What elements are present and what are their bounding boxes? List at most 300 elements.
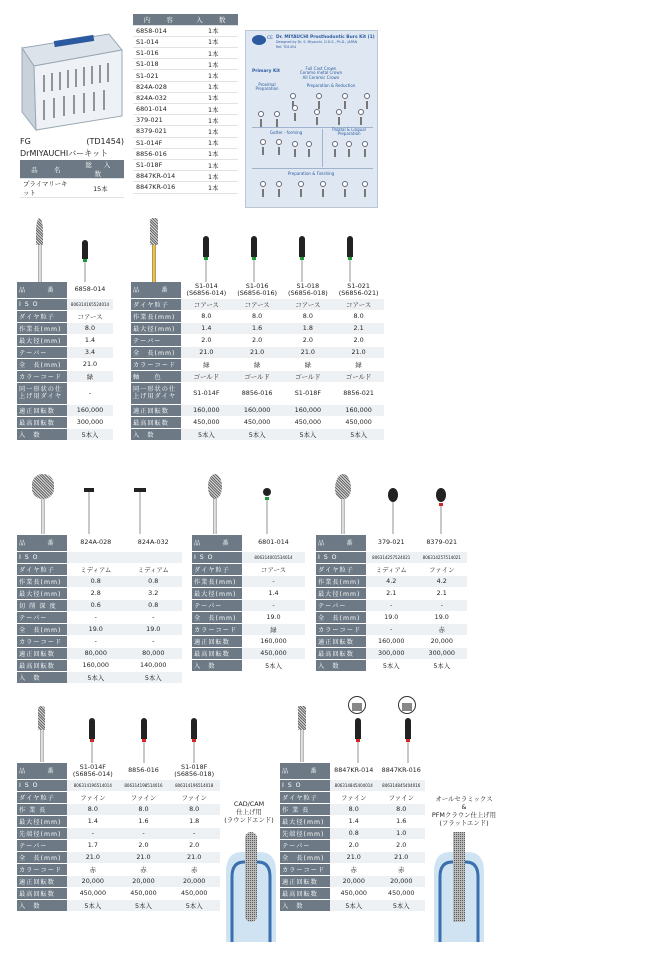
- content-list-cell: 6801-014: [133, 104, 189, 115]
- row-label-diamond: ダイヤ粒子: [280, 791, 330, 803]
- row-label-taper: テーパー: [131, 334, 181, 346]
- sheet-slot-bur: [316, 117, 318, 125]
- magnified-tip: [352, 703, 362, 711]
- cell-qty: 5本入: [67, 899, 119, 911]
- cell-taper: -: [242, 599, 305, 611]
- cell-iso: 806314845404014: [330, 779, 378, 791]
- content-list-cell: S1-014F: [133, 137, 189, 148]
- sheet-slot-bur: [344, 189, 346, 197]
- sheet-finish-label: Full Cast Crown Ceramo metal Crown All Ceramic Crown: [299, 66, 343, 80]
- cell-max-rpm: 300,000: [366, 647, 417, 659]
- row-label-total-len: 全 長(mm): [17, 851, 67, 863]
- cell-total-len: 19.0: [125, 623, 183, 635]
- row-label-iso: I S O: [192, 551, 242, 563]
- bur-drawing-s1: [250, 236, 258, 282]
- content-list-cell: 8847KR-016: [133, 182, 189, 193]
- content-list-cell: 8847KR-014: [133, 171, 189, 182]
- bur-head: [388, 488, 398, 502]
- cell-diamond: コアース: [242, 563, 305, 575]
- sheet-palatal-label: Palatal & Lingual Preparation: [332, 127, 366, 137]
- sheet-prep-label: Preparation & Reduction: [306, 83, 356, 88]
- cell-color-code: 赤: [119, 863, 169, 875]
- cell-work-len: 8.0: [67, 322, 113, 334]
- content-list-cell: 8379-021: [133, 126, 189, 137]
- cell-color-code: 緑: [67, 370, 113, 382]
- cell-total-len: 21.0: [168, 851, 220, 863]
- bur-photo-6801: [208, 474, 222, 534]
- content-list-row: [133, 171, 238, 182]
- cell-diamond: ファイン: [67, 791, 119, 803]
- cell-max-rpm: 140,000: [125, 659, 183, 671]
- spec-table-8847kr: [280, 763, 425, 912]
- row-label-max-rpm: 最高回転数: [192, 647, 242, 659]
- bur-diamond-head: [32, 474, 54, 499]
- sheet-slot-circle: [342, 181, 348, 187]
- bur-head: [299, 236, 305, 257]
- row-label-max-rpm: 最高回転数: [17, 416, 67, 428]
- cell-max-rpm: 160,000: [67, 659, 125, 671]
- cell-qty: 5本入: [67, 671, 125, 683]
- row-label-max-dia: 最大径(mm): [17, 587, 67, 599]
- kit-table: [20, 160, 124, 198]
- cell-max-rpm: 300,000: [417, 647, 468, 659]
- cell-qty: 5本入: [330, 899, 378, 911]
- row-label-work-len: 作業長(mm): [316, 575, 366, 587]
- row-label-iso: I S O: [17, 551, 67, 563]
- sheet-slot-circle: [290, 93, 296, 99]
- product-code: 8847KR-016: [378, 763, 426, 779]
- bur-drawing-s1: [202, 236, 210, 282]
- cell-diamond: ミディアム: [366, 563, 417, 575]
- product-code: 6801-014: [242, 535, 305, 551]
- content-list-cell: 1本: [189, 126, 238, 137]
- cell-recommended: 160,000: [283, 404, 334, 416]
- cell-shank-color: ゴールド: [181, 370, 232, 382]
- bur-diamond-head: [36, 218, 43, 245]
- sheet-slot-circle: [276, 139, 282, 145]
- content-list-header: 入 数: [189, 14, 238, 25]
- row-label-qty: 入 数: [131, 428, 181, 440]
- sheet-slot-circle: [306, 141, 312, 147]
- sheet-slot-bur: [262, 189, 264, 197]
- sheet-slot-circle: [274, 111, 280, 117]
- cell-work-len: 8.0: [330, 803, 378, 815]
- cell-iso: 806314165524014: [67, 298, 113, 310]
- row-label-max-dia: 最大径(mm): [280, 815, 330, 827]
- magnifier-circle: [348, 696, 366, 714]
- row-label-iso: I S O: [316, 551, 366, 563]
- cell-max-rpm: 450,000: [330, 887, 378, 899]
- cell-qty: 5本入: [366, 659, 417, 671]
- cell-cut-depth: 0.8: [125, 599, 183, 611]
- content-list-cell: 824A-028: [133, 81, 189, 92]
- sheet-slot-bur: [348, 149, 350, 157]
- kit-model-line: [20, 137, 124, 146]
- bur-diamond-head: [298, 706, 306, 730]
- row-label-diamond: ダイヤ粒子: [17, 563, 67, 575]
- sheet-slot-circle: [332, 141, 338, 147]
- row-label-recommended: 適正回転数: [17, 647, 67, 659]
- row-label-iso: I S O: [280, 779, 330, 791]
- bur-photo-6858: [36, 218, 43, 282]
- sheet-slot-bur: [294, 113, 296, 121]
- kit-fg-label: FG: [20, 137, 31, 146]
- row-label-total-len: 全 長(mm): [131, 346, 181, 358]
- content-list-row: [133, 137, 238, 148]
- row-label-diamond: ダイヤ粒子: [17, 791, 67, 803]
- cell-qty: 5本入: [333, 428, 384, 440]
- sheet-slot-circle: [320, 181, 326, 187]
- cell-taper: 3.4: [67, 346, 113, 358]
- cell-max-dia: 1.4: [67, 815, 119, 827]
- row-label-taper: テーパー: [316, 599, 366, 611]
- cell-cut-depth: 0.6: [67, 599, 125, 611]
- cell-qty: 5本入: [119, 899, 169, 911]
- row-label-finish-dia: 同一形状の仕上げ用ダイヤ: [17, 382, 67, 404]
- cell-color-code: 赤: [417, 623, 468, 635]
- label-hinban: 品 番: [17, 535, 67, 551]
- cell-color-code: 赤: [378, 863, 426, 875]
- cell-max-rpm: 450,000: [232, 416, 283, 428]
- row-label-color-code: カラーコード: [131, 358, 181, 370]
- sheet-slot-circle: [364, 93, 370, 99]
- cell-finish-dia: S1-018F: [283, 382, 334, 404]
- bur-shank: [349, 260, 351, 282]
- cell-recommended: 20,000: [378, 875, 426, 887]
- cell-shank-color: ゴールド: [333, 370, 384, 382]
- content-list-cell: 1本: [189, 182, 238, 193]
- bur-drawing-8847kr: [354, 718, 362, 764]
- row-label-total-len: 全 長(mm): [280, 851, 330, 863]
- cell-diamond: コアース: [67, 310, 113, 322]
- sheet-slot-bur: [334, 149, 336, 157]
- content-list-row: [133, 70, 238, 81]
- cell-qty: 5本入: [242, 659, 305, 671]
- cell-tip-dia: -: [119, 827, 169, 839]
- product-code: 824A-032: [125, 535, 183, 551]
- cell-total-len: 19.0: [417, 611, 468, 623]
- bur-drawing-s1: [346, 236, 354, 282]
- product-code: S1-016 (S6856-016): [232, 282, 283, 298]
- sheet-slot-circle: [316, 93, 322, 99]
- cell-max-dia: 1.4: [330, 815, 378, 827]
- cell-diamond: ファイン: [330, 791, 378, 803]
- cell-recommended: 80,000: [125, 647, 183, 659]
- cell-total-len: 19.0: [67, 623, 125, 635]
- row-label-qty: 入 数: [17, 428, 67, 440]
- sheet-slot-circle: [276, 181, 282, 187]
- bur-head: [355, 718, 361, 739]
- bur-shank: [300, 730, 304, 762]
- cell-max-dia: 2.1: [333, 322, 384, 334]
- sheet-subtitle: Designed by Dr. S. Miyauchi, D.D.S., Ph.D., JAPAN: [276, 40, 358, 44]
- bur-drawing-6858: [81, 240, 89, 282]
- spec-table-finishing: [17, 763, 220, 912]
- cell-color-code: -: [125, 635, 183, 647]
- cell-max-dia: 2.8: [67, 587, 125, 599]
- sheet-ref: Ref. TD1454: [276, 45, 297, 49]
- sheet-slot-bur: [322, 189, 324, 197]
- cell-max-dia: 3.2: [125, 587, 183, 599]
- cell-taper: 1.7: [67, 839, 119, 851]
- bur-drawing-8379: [436, 488, 446, 534]
- cell-taper: 2.0: [181, 334, 232, 346]
- row-label-color-code: カラーコード: [17, 370, 67, 382]
- cell-finish-dia: S1-014F: [181, 382, 232, 404]
- cell-taper: 2.0: [330, 839, 378, 851]
- cell-total-len: 21.0: [378, 851, 426, 863]
- cell-qty: 5本入: [378, 899, 426, 911]
- row-label-taper: テーパー: [192, 599, 242, 611]
- row-label-diamond: ダイヤ粒子: [192, 563, 242, 575]
- bur-shank: [301, 260, 303, 282]
- sheet-slot-circle: [314, 109, 320, 115]
- row-label-max-dia: 最大径(mm): [316, 587, 366, 599]
- cell-diamond: ファイン: [417, 563, 468, 575]
- cell-max-rpm: 450,000: [181, 416, 232, 428]
- sheet-slot-bur: [276, 119, 278, 127]
- content-list-cell: 1本: [189, 115, 238, 126]
- bur-head: [82, 240, 88, 259]
- cell-max-rpm: 450,000: [242, 647, 305, 659]
- cell-diamond: ミディアム: [67, 563, 125, 575]
- cell-recommended: 20,000: [417, 635, 468, 647]
- row-label-max-dia: 最大径(mm): [192, 587, 242, 599]
- row-label-diamond: ダイヤ粒子: [17, 310, 67, 322]
- allceramic-tooth-image: [430, 832, 488, 942]
- label-hinban: 品 番: [192, 535, 242, 551]
- cell-iso: 806314845404016: [378, 779, 426, 791]
- row-label-tip-dia: 先端径(mm): [17, 827, 67, 839]
- sheet-slot-bur: [318, 101, 320, 109]
- sheet-slot-bur: [344, 101, 346, 109]
- cell-max-dia: 1.4: [67, 334, 113, 346]
- spec-table-379: [316, 535, 467, 672]
- bur-head: [191, 718, 197, 739]
- row-label-work-len: 作 業 長: [17, 803, 67, 815]
- row-label-iso: I S O: [17, 779, 67, 791]
- cell-recommended: 160,000: [181, 404, 232, 416]
- cell-taper: 2.0: [333, 334, 384, 346]
- cell-work-len: 0.8: [67, 575, 125, 587]
- cell-qty: 5本入: [67, 428, 113, 440]
- cell-total-len: 21.0: [119, 851, 169, 863]
- row-label-color-code: カラーコード: [280, 863, 330, 875]
- content-list-cell: 1本: [189, 92, 238, 103]
- cell-color-code: 緑: [333, 358, 384, 370]
- bur-shank: [91, 742, 93, 764]
- bur-shank: [407, 742, 409, 764]
- kit-ref-number: (TD1454): [86, 137, 124, 146]
- cell-recommended: 160,000: [366, 635, 417, 647]
- label-hinban: 品 番: [316, 535, 366, 551]
- cell-qty: 5本入: [283, 428, 334, 440]
- cell-max-rpm: 300,000: [67, 416, 113, 428]
- cell-taper: 2.0: [232, 334, 283, 346]
- cell-iso: 806314001534014: [242, 551, 305, 563]
- cell-iso: 806314196514014: [67, 779, 119, 791]
- row-label-iso: I S O: [17, 298, 67, 310]
- row-label-max-dia: 最大径(mm): [17, 334, 67, 346]
- row-label-recommended: 適正回転数: [17, 875, 67, 887]
- bur-shank: [139, 492, 141, 534]
- row-label-total-len: 全 長(mm): [17, 623, 67, 635]
- sheet-slot-circle: [336, 109, 342, 115]
- content-list-cell: 1本: [189, 81, 238, 92]
- cell-work-len: 8.0: [232, 310, 283, 322]
- cell-max-dia: 1.4: [181, 322, 232, 334]
- cell-diamond: ファイン: [168, 791, 220, 803]
- bur-shank: [213, 499, 217, 534]
- cell-max-rpm: 450,000: [119, 887, 169, 899]
- cell-recommended: 160,000: [232, 404, 283, 416]
- sheet-kit-label: Primary Kit: [252, 69, 280, 74]
- cell-diamond: コアース: [333, 298, 384, 310]
- spec-table-6858: [17, 282, 113, 441]
- cell-diamond: ミディアム: [125, 563, 183, 575]
- row-label-shank-color: 軸 色: [131, 370, 181, 382]
- cell-work-len: 8.0: [67, 803, 119, 815]
- cell-max-dia: 2.1: [366, 587, 417, 599]
- bur-diamond-head: [38, 706, 45, 730]
- cell-iso: [67, 551, 125, 563]
- content-list-cell: 379-021: [133, 115, 189, 126]
- bur-shank: [193, 742, 195, 764]
- row-label-color-code: カラーコード: [316, 623, 366, 635]
- cell-recommended: 20,000: [168, 875, 220, 887]
- cell-recommended: 160,000: [242, 635, 305, 647]
- cell-taper: 2.0: [378, 839, 426, 851]
- content-list-cell: 1本: [189, 48, 238, 59]
- kit-table-header: 総 入 数: [77, 160, 124, 179]
- cell-taper: -: [67, 611, 125, 623]
- bur-head: [251, 236, 257, 257]
- content-list-cell: 1本: [189, 137, 238, 148]
- content-list-cell: 1本: [189, 104, 238, 115]
- bur-drawing-6801: [262, 488, 272, 534]
- cell-recommended: 20,000: [330, 875, 378, 887]
- product-code: 8847KR-014: [330, 763, 378, 779]
- content-list-row: [133, 159, 238, 170]
- bur-diamond-head: [335, 474, 351, 499]
- cell-work-len: 8.0: [378, 803, 426, 815]
- bur-shank: [392, 502, 394, 534]
- bur-drawing-finishing: [140, 718, 148, 764]
- cell-total-len: 21.0: [333, 346, 384, 358]
- cell-color-code: -: [366, 623, 417, 635]
- row-label-work-len: 作 業 長: [280, 803, 330, 815]
- cell-work-len: 0.8: [125, 575, 183, 587]
- sheet-finishing-label: Preparation & Finishing: [287, 171, 335, 176]
- bur-diamond-head: [208, 474, 222, 499]
- cell-total-len: 19.0: [366, 611, 417, 623]
- row-label-diamond: ダイヤ粒子: [131, 298, 181, 310]
- cell-max-dia: 1.8: [168, 815, 220, 827]
- bur-shank: [143, 742, 145, 764]
- row-label-taper: テーパー: [17, 611, 67, 623]
- row-label-color-code: カラーコード: [17, 635, 67, 647]
- content-list-row: [133, 81, 238, 92]
- row-label-max-dia: 最大径(mm): [17, 815, 67, 827]
- row-label-taper: テーパー: [280, 839, 330, 851]
- sheet-slot-bur: [364, 189, 366, 197]
- row-label-qty: 入 数: [17, 899, 67, 911]
- cell-max-rpm: 450,000: [283, 416, 334, 428]
- sheet-slot-bur: [366, 101, 368, 109]
- cell-taper: -: [125, 611, 183, 623]
- content-list-cell: 1本: [189, 159, 238, 170]
- bur-photo-8847kr: [298, 706, 306, 762]
- allceramic-callout: オールセラミックス & PFMクラウン仕上げ用 (フラットエンド): [431, 795, 497, 827]
- cell-recommended: 160,000: [333, 404, 384, 416]
- cell-finish-dia: 8856-021: [333, 382, 384, 404]
- cell-taper: 2.0: [119, 839, 169, 851]
- content-list-cell: 1本: [189, 70, 238, 81]
- cell-max-dia: 1.4: [242, 587, 305, 599]
- cell-total-len: 21.0: [330, 851, 378, 863]
- bur-shank: [440, 506, 442, 534]
- content-list-cell: 1本: [189, 25, 238, 36]
- bur-photo-s1: [150, 218, 158, 282]
- cell-qty: 5本入: [181, 428, 232, 440]
- kit-table-header: 品 名: [20, 160, 77, 179]
- cell-tip-dia: 1.0: [378, 827, 426, 839]
- content-list-cell: S1-018F: [133, 159, 189, 170]
- row-label-max-rpm: 最高回転数: [17, 659, 67, 671]
- sheet-slot-circle: [346, 141, 352, 147]
- row-label-total-len: 全 長(mm): [316, 611, 366, 623]
- bur-diamond-head: [150, 218, 158, 245]
- row-label-diamond: ダイヤ粒子: [316, 563, 366, 575]
- cell-taper: 2.0: [283, 334, 334, 346]
- ce-logo: [252, 35, 266, 45]
- sheet-slot-bur: [308, 149, 310, 157]
- spec-table-s1: [131, 282, 384, 441]
- cell-total-len: 21.0: [283, 346, 334, 358]
- row-label-qty: 入 数: [192, 659, 242, 671]
- sheet-slot-circle: [258, 111, 264, 117]
- sheet-slot-circle: [362, 181, 368, 187]
- cell-diamond: ファイン: [378, 791, 426, 803]
- cell-work-len: 4.2: [366, 575, 417, 587]
- bur-photo-s1f: [38, 706, 45, 762]
- sheet-slot-bur: [364, 149, 366, 157]
- cell-work-len: 8.0: [283, 310, 334, 322]
- cell-iso: [125, 551, 183, 563]
- product-code: 8379-021: [417, 535, 468, 551]
- bur-shank: [152, 245, 156, 282]
- bur-drawing-379: [388, 488, 398, 534]
- cell-max-dia: 1.6: [378, 815, 426, 827]
- cell-recommended: 20,000: [67, 875, 119, 887]
- cell-work-len: -: [242, 575, 305, 587]
- cell-max-rpm: 450,000: [333, 416, 384, 428]
- cell-color-code: 赤: [168, 863, 220, 875]
- row-label-max-dia: 最大径(mm): [131, 322, 181, 334]
- bur-drawing-824a-028: [84, 488, 94, 534]
- row-label-max-rpm: 最高回転数: [280, 887, 330, 899]
- cell-qty: 5本入: [125, 671, 183, 683]
- cadcam-callout: CAD/CAM 仕上げ用 (ラウンドエンド): [224, 800, 274, 824]
- bur-drawing-824a-032: [134, 488, 146, 534]
- cell-diamond: コアース: [181, 298, 232, 310]
- cell-tip-dia: -: [67, 827, 119, 839]
- cell-color-code: 緑: [232, 358, 283, 370]
- cell-color-code: 緑: [181, 358, 232, 370]
- row-label-taper: テーパー: [17, 839, 67, 851]
- bur-drawing-8847kr: [404, 718, 412, 764]
- product-code: 8856-016: [119, 763, 169, 779]
